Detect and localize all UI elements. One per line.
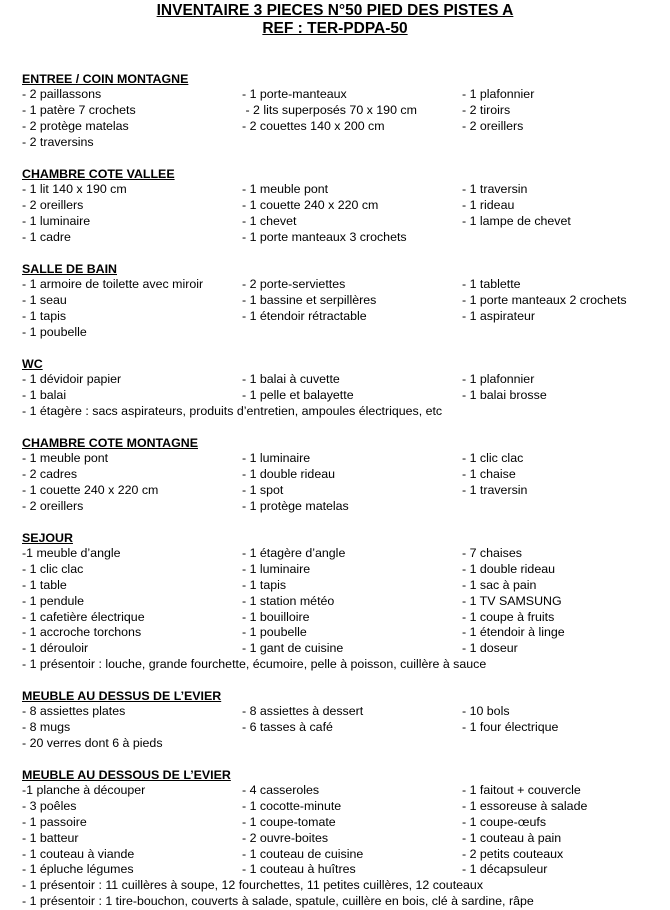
section-heading: WC bbox=[22, 357, 43, 371]
inventory-item: - 2 oreillers bbox=[22, 498, 84, 513]
inventory-item: - 8 assiettes plates bbox=[22, 704, 126, 718]
inventory-section bbox=[22, 767, 662, 910]
inventory-item: - 1 traversin bbox=[462, 182, 528, 196]
inventory-item: - 2 paillassons bbox=[22, 87, 102, 101]
inventory-section bbox=[22, 261, 662, 341]
inventory-item: - 1 spot bbox=[242, 482, 284, 497]
inventory-item: - 1 couteau de cuisine bbox=[242, 846, 364, 861]
inventory-item: - 1 pendule bbox=[22, 593, 85, 608]
inventory-item: - 1 balai à cuvette bbox=[242, 372, 340, 386]
inventory-item: - 1 TV SAMSUNG bbox=[462, 593, 562, 608]
inventory-row bbox=[22, 293, 662, 309]
inventory-item: - 1 gant de cuisine bbox=[242, 641, 344, 656]
inventory-section bbox=[22, 530, 662, 673]
section-heading: CHAMBRE COTE MONTAGNE bbox=[22, 436, 198, 450]
inventory-item: - 1 faitout + couvercle bbox=[462, 783, 581, 797]
inventory-row bbox=[22, 198, 662, 214]
inventory-row bbox=[22, 277, 662, 293]
document-title: INVENTAIRE 3 PIECES N°50 PIED DES PISTES A bbox=[156, 2, 514, 19]
inventory-row bbox=[22, 404, 662, 420]
inventory-item: - 1 cadre bbox=[22, 229, 71, 244]
inventory-row bbox=[22, 499, 662, 515]
inventory-item: - 6 tasses à café bbox=[242, 719, 333, 734]
inventory-row bbox=[22, 894, 662, 910]
inventory-item: - 2 traversins bbox=[22, 134, 94, 149]
inventory-section bbox=[22, 166, 662, 246]
inventory-item: - 20 verres dont 6 à pieds bbox=[22, 735, 163, 750]
inventory-item: - 7 chaises bbox=[462, 546, 522, 560]
inventory-row bbox=[22, 799, 662, 815]
inventory-item: - 1 étendoir rétractable bbox=[242, 308, 367, 323]
inventory-row bbox=[22, 372, 662, 388]
inventory-item: - 4 casseroles bbox=[242, 783, 320, 797]
inventory-item: - 2 tiroirs bbox=[462, 102, 511, 117]
inventory-item: - 1 présentoir : louche, grande fourchette, écumoire, pelle à poisson, cuillère à sauce bbox=[22, 657, 487, 672]
inventory-row bbox=[22, 641, 662, 657]
inventory-section bbox=[22, 356, 662, 420]
inventory-row bbox=[22, 720, 662, 736]
inventory-item: - 1 four électrique bbox=[462, 719, 559, 734]
inventory-item: - 1 couette 240 x 220 cm bbox=[242, 197, 379, 212]
inventory-item: - 1 batteur bbox=[22, 830, 79, 845]
inventory-row bbox=[22, 704, 662, 720]
inventory-item: - 2 ouvre-boites bbox=[242, 830, 329, 845]
inventory-row bbox=[22, 625, 662, 641]
inventory-item: - 1 étagère d’angle bbox=[242, 546, 346, 560]
inventory-item: - 2 oreillers bbox=[462, 118, 524, 133]
inventory-item: - 1 tapis bbox=[242, 577, 287, 592]
inventory-row bbox=[22, 182, 662, 198]
section-heading: SEJOUR bbox=[22, 531, 73, 545]
inventory-item: - 1 coupe-tomate bbox=[242, 814, 336, 829]
inventory-item: - 1 tapis bbox=[22, 308, 67, 323]
inventory-row bbox=[22, 388, 662, 404]
inventory-row bbox=[22, 214, 662, 230]
inventory-item: - 1 décapsuleur bbox=[462, 862, 548, 877]
inventory-row bbox=[22, 309, 662, 325]
inventory-item: - 1 plafonnier bbox=[462, 372, 535, 386]
inventory-item: - 1 bouilloire bbox=[242, 609, 310, 624]
inventory-item: - 1 passoire bbox=[22, 814, 87, 829]
inventory-item: - 1 chaise bbox=[462, 466, 516, 481]
inventory-row bbox=[22, 594, 662, 610]
inventory-item: - 1 luminaire bbox=[242, 451, 311, 465]
inventory-item: - 1 dévidoir papier bbox=[22, 372, 122, 386]
inventory-item: - 1 meuble pont bbox=[22, 451, 109, 465]
inventory-item: - 1 clic clac bbox=[22, 561, 84, 576]
inventory-item: - 1 pelle et balayette bbox=[242, 387, 354, 402]
inventory-item: - 1 chevet bbox=[242, 213, 297, 228]
inventory-item: - 1 cafetière électrique bbox=[22, 609, 145, 624]
inventory-item: - 1 balai bbox=[22, 387, 67, 402]
inventory-row bbox=[22, 610, 662, 626]
inventory-item: - 1 station météo bbox=[242, 593, 335, 608]
inventory-item: - 2 cadres bbox=[22, 466, 78, 481]
inventory-item: - 1 meuble pont bbox=[242, 182, 329, 196]
inventory-item: - 1 traversin bbox=[462, 482, 528, 497]
inventory-item: - 1 protège matelas bbox=[242, 498, 349, 513]
inventory-item: - 1 dérouloir bbox=[22, 641, 89, 656]
inventory-item: - 1 coupe à fruits bbox=[462, 609, 555, 624]
inventory-item: - 1 couteau à viande bbox=[22, 846, 135, 861]
inventory-row bbox=[22, 325, 662, 341]
inventory-item: - 1 balai brosse bbox=[462, 387, 547, 402]
inventory-item: - 1 aspirateur bbox=[462, 308, 536, 323]
inventory-item: - 1 porte-manteaux bbox=[242, 87, 347, 101]
inventory-item: - 1 luminaire bbox=[242, 561, 311, 576]
inventory-row bbox=[22, 119, 662, 135]
inventory-item: - 1 étagère : sacs aspirateurs, produits d’entretien, ampoules électriques, etc bbox=[22, 403, 443, 418]
inventory-item: - 2 protège matelas bbox=[22, 118, 129, 133]
inventory-item: - 1 étendoir à linge bbox=[462, 625, 565, 640]
section-heading: SALLE DE BAIN bbox=[22, 262, 117, 276]
inventory-item: - 1 cocotte-minute bbox=[242, 798, 342, 813]
inventory-row bbox=[22, 657, 662, 673]
inventory-item: - 1 porte manteaux 3 crochets bbox=[242, 229, 407, 244]
inventory-item: - 1 essoreuse à salade bbox=[462, 798, 588, 813]
inventory-item: - 1 couteau à pain bbox=[462, 830, 562, 845]
inventory-item: - 1 rideau bbox=[462, 197, 515, 212]
inventory-item: - 1 bassine et serpillères bbox=[242, 292, 377, 307]
inventory-item: - 1 double rideau bbox=[462, 561, 555, 576]
inventory-row bbox=[22, 847, 662, 863]
inventory-row bbox=[22, 467, 662, 483]
inventory-row bbox=[22, 451, 662, 467]
inventory-item: - 1 lit 140 x 190 cm bbox=[22, 182, 127, 196]
inventory-row bbox=[22, 230, 662, 246]
inventory-item: - 2 oreillers bbox=[22, 197, 84, 212]
inventory-item: - 1 poubelle bbox=[242, 625, 307, 640]
inventory-item: - 2 lits superposés 70 x 190 cm bbox=[242, 102, 417, 117]
inventory-row bbox=[22, 546, 662, 562]
inventory-row bbox=[22, 831, 662, 847]
inventory-item: - 1 luminaire bbox=[22, 213, 91, 228]
inventory-item: - 1 double rideau bbox=[242, 466, 335, 481]
inventory-item: - 1 plafonnier bbox=[462, 87, 535, 101]
inventory-item: - 1 présentoir : 11 cuillères à soupe, 12 fourchettes, 11 petites cuillères, 12 couteaux bbox=[22, 878, 484, 893]
inventory-item: - 1 doseur bbox=[462, 641, 518, 656]
inventory-section bbox=[22, 435, 662, 515]
inventory-item: - 2 porte-serviettes bbox=[242, 277, 346, 291]
inventory-row bbox=[22, 562, 662, 578]
inventory-row bbox=[22, 483, 662, 499]
inventory-section bbox=[22, 71, 662, 151]
section-heading: MEUBLE AU DESSUS DE L’EVIER bbox=[22, 689, 222, 703]
inventory-item: - 1 couteau à huîtres bbox=[242, 862, 356, 877]
inventory-item: - 1 clic clac bbox=[462, 451, 524, 465]
inventory-item: - 8 assiettes à dessert bbox=[242, 704, 364, 718]
inventory-row bbox=[22, 783, 662, 799]
inventory-row bbox=[22, 815, 662, 831]
inventory-item: - 2 couettes 140 x 200 cm bbox=[242, 118, 385, 133]
inventory-row bbox=[22, 736, 662, 752]
inventory-item: - 1 table bbox=[22, 577, 67, 592]
section-heading: ENTREE / COIN MONTAGNE bbox=[22, 72, 189, 86]
inventory-item: -1 planche à découper bbox=[22, 783, 146, 797]
section-heading: MEUBLE AU DESSOUS DE L’EVIER bbox=[22, 768, 231, 782]
inventory-item: - 1 présentoir : 1 tire-bouchon, couverts à salade, spatule, cuillère en bois, clé à sardine, râpe bbox=[22, 894, 534, 909]
inventory-item: - 1 porte manteaux 2 crochets bbox=[462, 292, 627, 307]
inventory-row bbox=[22, 862, 662, 878]
inventory-item: - 1 lampe de chevet bbox=[462, 213, 571, 228]
inventory-item: - 1 accroche torchons bbox=[22, 625, 142, 640]
inventory-row bbox=[22, 87, 662, 103]
inventory-row bbox=[22, 103, 662, 119]
inventory-item: - 1 seau bbox=[22, 292, 67, 307]
inventory-row bbox=[22, 878, 662, 894]
inventory-section bbox=[22, 688, 662, 752]
inventory-item: - 1 sac à pain bbox=[462, 577, 537, 592]
document-reference: REF : TER-PDPA-50 bbox=[262, 20, 408, 37]
inventory-item: - 1 épluche légumes bbox=[22, 862, 134, 877]
inventory-item: -1 meuble d’angle bbox=[22, 546, 121, 560]
inventory-item: - 1 tablette bbox=[462, 277, 521, 291]
inventory-item: - 1 poubelle bbox=[22, 324, 87, 339]
inventory-item: - 1 armoire de toilette avec miroir bbox=[22, 277, 204, 291]
section-heading: CHAMBRE COTE VALLEE bbox=[22, 167, 175, 181]
inventory-item: - 10 bols bbox=[462, 704, 510, 718]
inventory-item: - 8 mugs bbox=[22, 719, 71, 734]
inventory-item: - 1 patère 7 crochets bbox=[22, 102, 136, 117]
inventory-row bbox=[22, 135, 662, 151]
inventory-item: - 2 petits couteaux bbox=[462, 846, 564, 861]
inventory-item: - 1 couette 240 x 220 cm bbox=[22, 482, 159, 497]
inventory-item: - 3 poêles bbox=[22, 798, 77, 813]
inventory-row bbox=[22, 578, 662, 594]
inventory-item: - 1 coupe-œufs bbox=[462, 814, 547, 829]
